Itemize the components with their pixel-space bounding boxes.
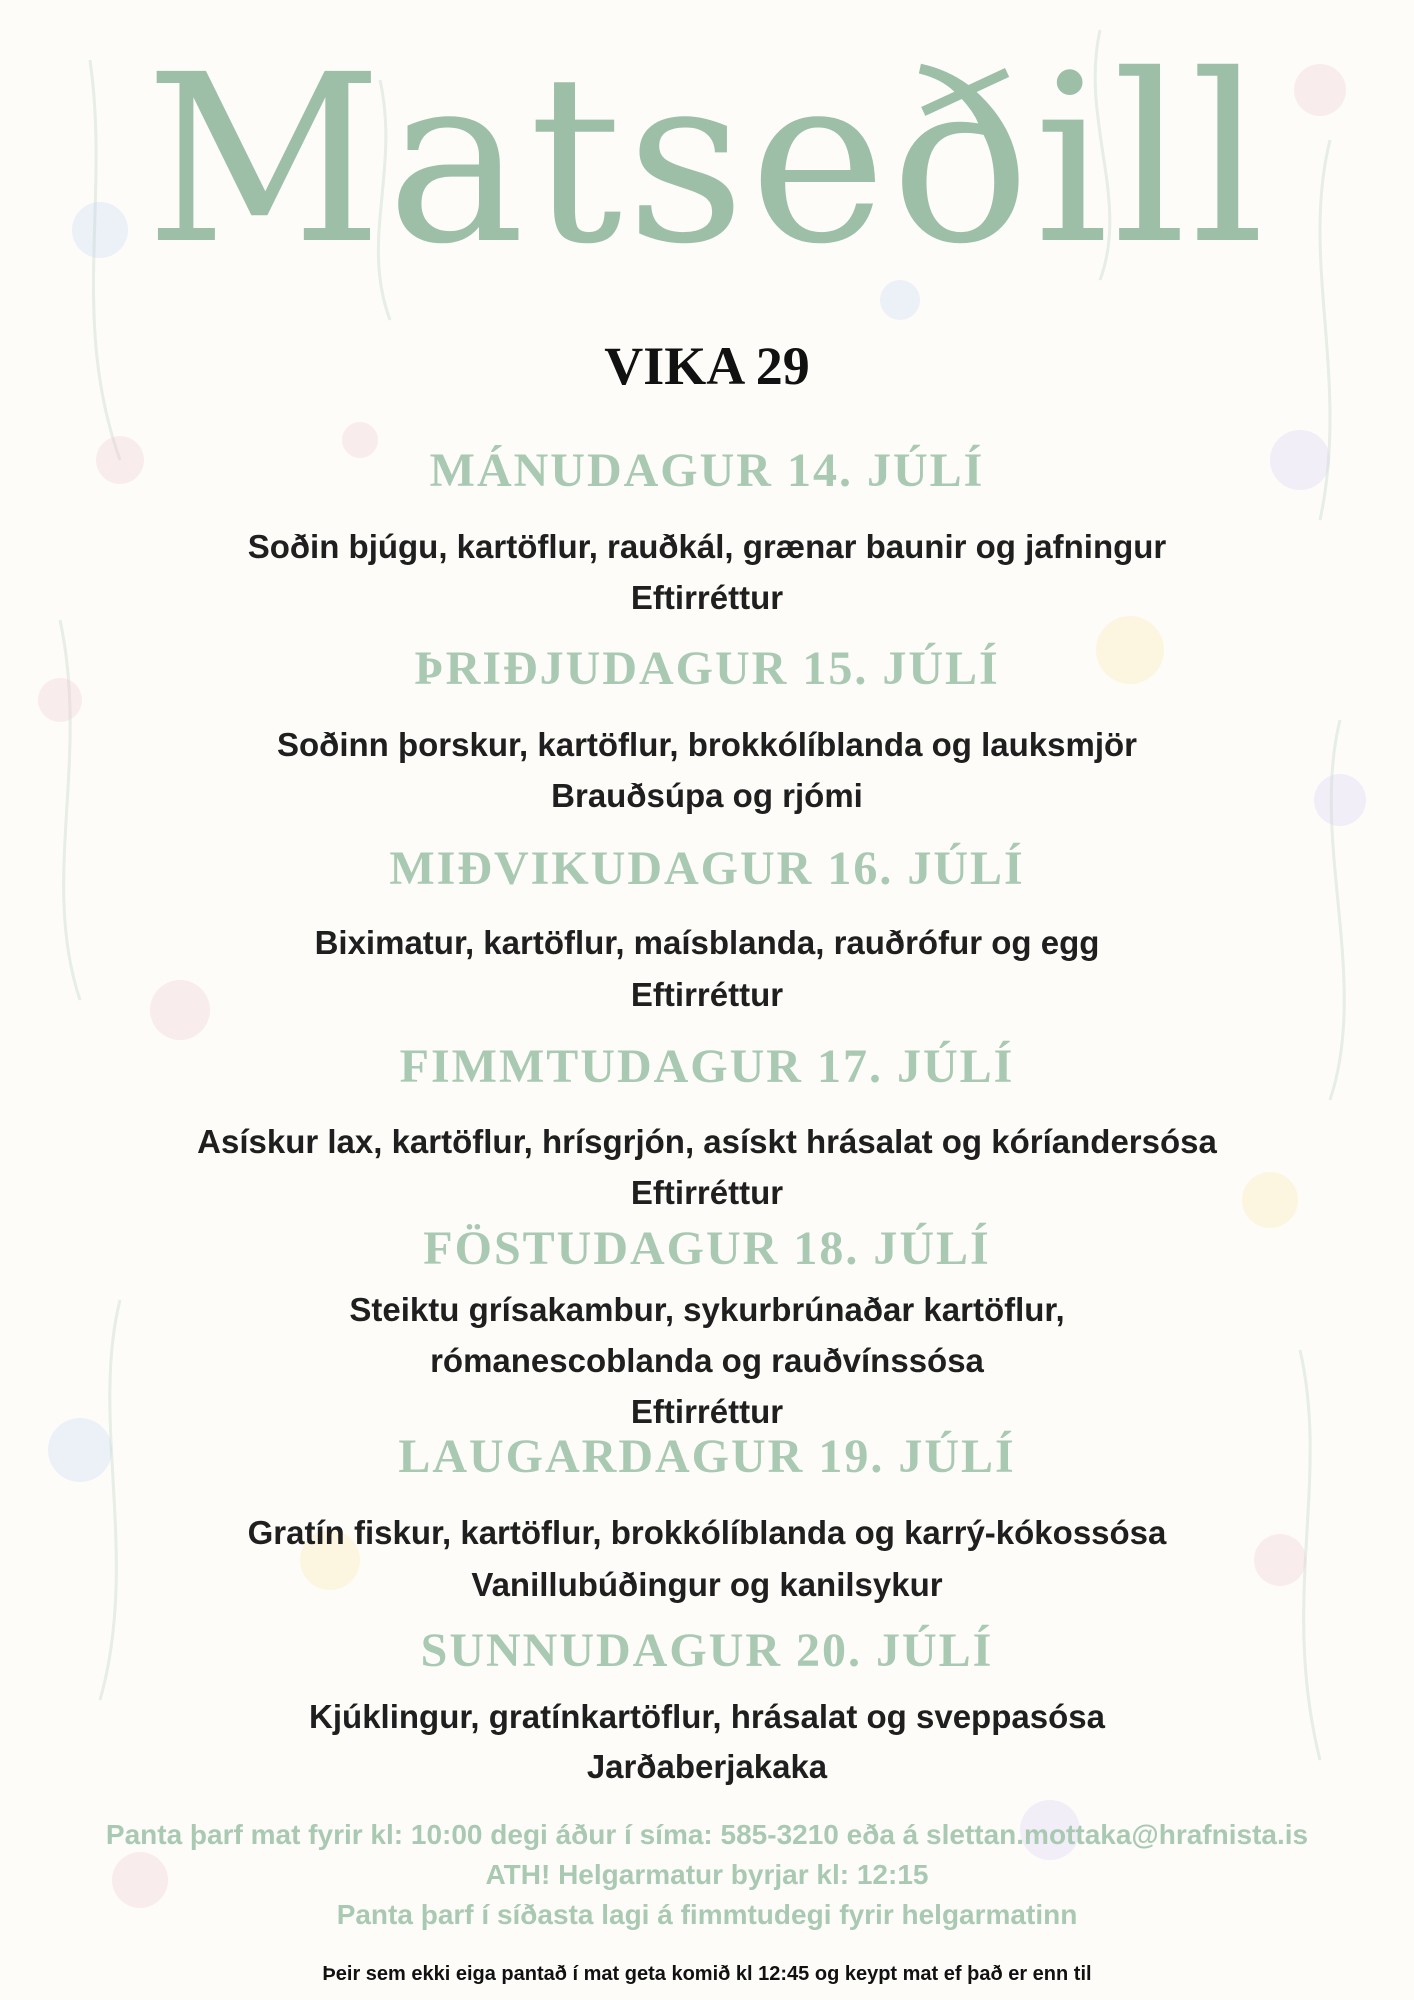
day-heading-saturday: LAUGARDAGUR 19. JÚLÍ [398,1430,1016,1483]
dish-line: Steiktu grísakambur, sykurbrúnaðar kartöflur, [349,1291,1065,1328]
dessert-line: Eftirréttur [630,579,784,616]
day-heading-tuesday: ÞRIÐJUDAGUR 15. JÚLÍ [414,642,1000,695]
dish-line: Gratín fiskur, kartöflur, brokkólíblanda og karrý-kókossósa [247,1514,1167,1551]
day-heading-sunday: SUNNUDAGUR 20. JÚLÍ [420,1624,994,1677]
day-heading-thursday: FIMMTUDAGUR 17. JÚLÍ [399,1040,1015,1093]
weekend-time-info: ATH! Helgarmatur byrjar kl: 12:15 [485,1859,929,1890]
day-heading-friday: FÖSTUDAGUR 18. JÚLÍ [423,1222,991,1275]
dessert-line: Jarðaberjakaka [586,1748,828,1785]
dessert-line: Eftirréttur [630,976,784,1013]
order-info: Panta þarf mat fyrir kl: 10:00 degi áður í síma: 585-3210 eða á slettan.mottaka@hrafnista.is [105,1819,1309,1850]
day-heading-monday: MÁNUDAGUR 14. JÚLÍ [429,444,985,497]
dessert-line: Eftirréttur [630,1174,784,1211]
weekend-order-info: Panta þarf í síðasta lagi á fimmtudegi fyrir helgarmatinn [336,1899,1078,1930]
dish-line: Soðinn þorskur, kartöflur, brokkólíblanda og lauksmjör [277,726,1137,763]
dessert-line: Vanillubúðingur og kanilsykur [471,1566,943,1603]
day-heading-wednesday: MIÐVIKUDAGUR 16. JÚLÍ [389,842,1025,895]
dish-line: Kjúklingur, gratínkartöflur, hrásalat og sveppasósa [309,1698,1105,1735]
week-label: VIKA 29 [604,336,810,396]
dessert-line: Brauðsúpa og rjómi [551,777,863,814]
footer-note: Þeir sem ekki eiga pantað í mat geta komið kl 12:45 og keypt mat ef það er enn til [322,1963,1092,1985]
dish-line: Soðin bjúgu, kartöflur, rauðkál, grænar baunir og jafningur [247,528,1167,565]
dish-line: Biximatur, kartöflur, maísblanda, rauðrófur og egg [314,924,1100,961]
page-title: Matseðill [145,25,1269,295]
dish-line: rómanescoblanda og rauðvínssósa [430,1342,984,1379]
dish-line: Asískur lax, kartöflur, hrísgrjón, asískt hrásalat og kóríandersósa [197,1123,1217,1160]
dessert-line: Eftirréttur [630,1393,784,1430]
